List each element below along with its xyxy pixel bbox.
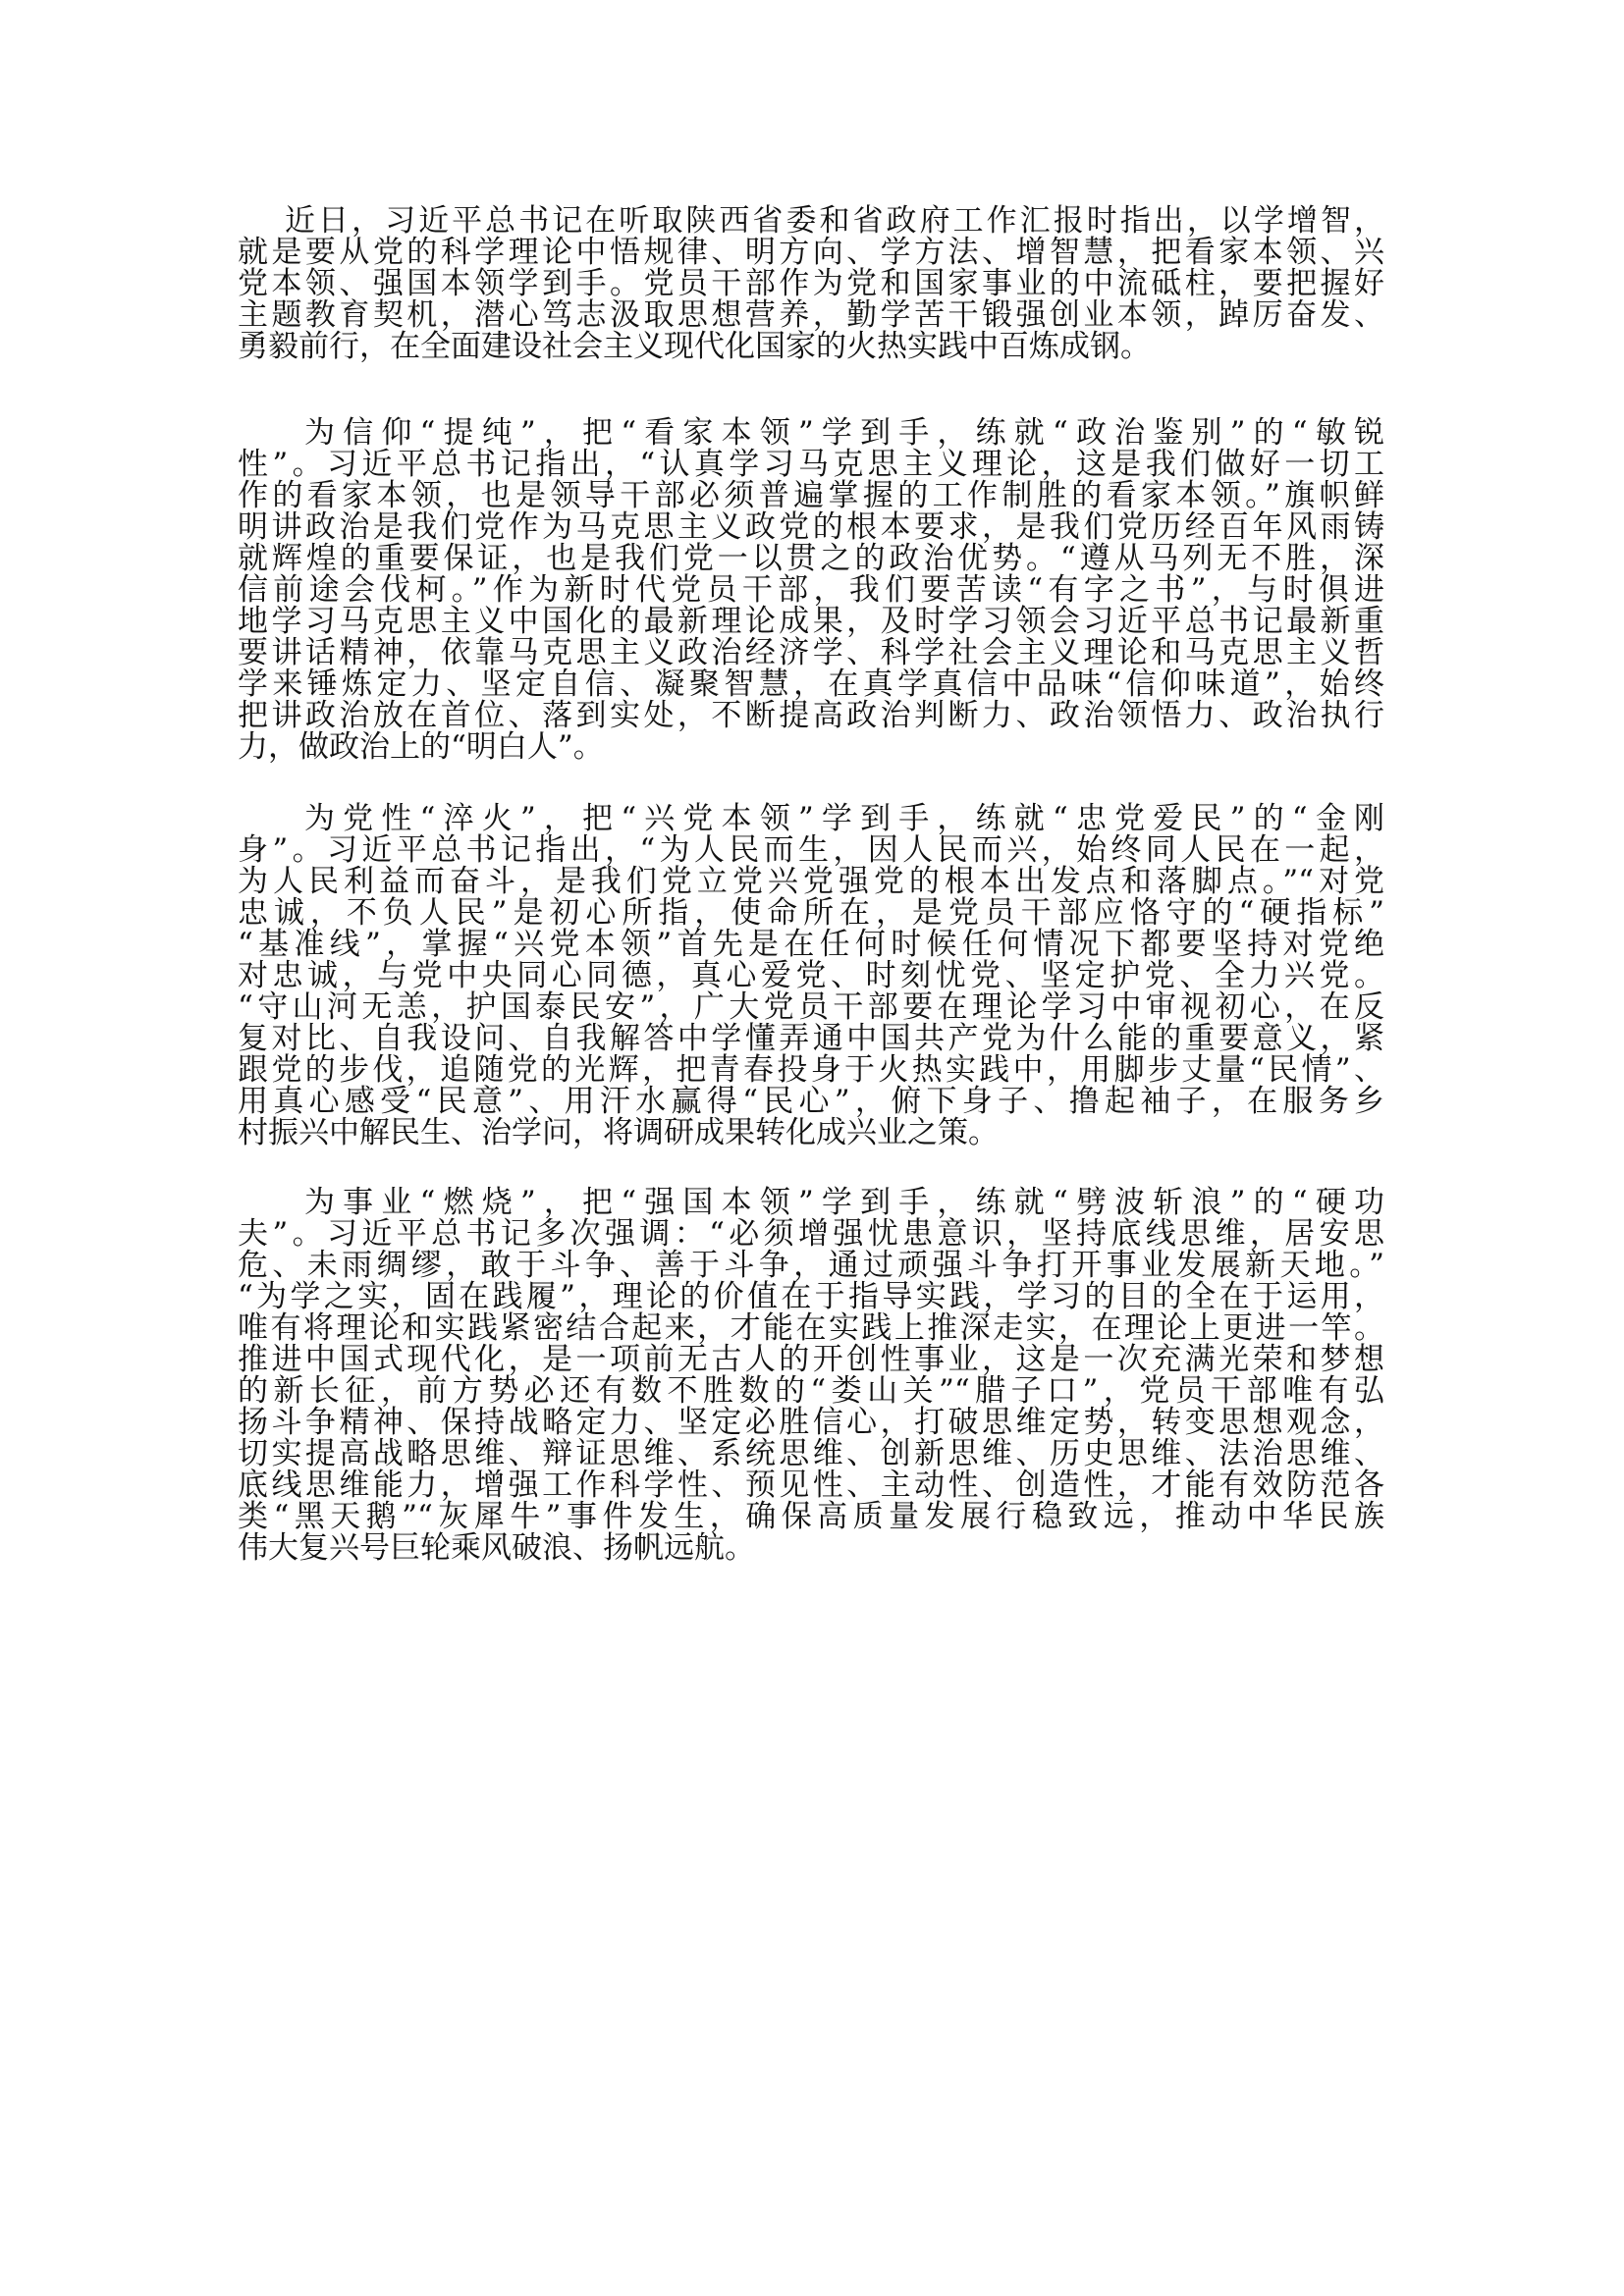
text-line: 明讲政治是我们党作为马克思主义政党的根本要求，是我们党历经百年风雨铸 xyxy=(238,509,1384,545)
text-line: 信前途会伐柯。”作为新时代党员干部，我们要苦读“有字之书”，与时俱进 xyxy=(238,572,1384,608)
text-line: 把讲政治放在首位、落到实处，不断提高政治判断力、政治领悟力、政治执行 xyxy=(238,698,1384,733)
text-line: “基准线”，掌握“兴党本领”首先是在任何时候任何情况下都要坚持对党绝 xyxy=(238,927,1384,962)
article-body xyxy=(238,205,1384,1564)
text-line: 为事业“燃烧”，把“强国本领”学到手，练就“劈波斩浪”的“硬功 xyxy=(304,1185,1384,1220)
text-line: 主题教育契机，潜心笃志汲取思想营养，勤学苦干锻强创业本领，踔厉奋发、 xyxy=(238,297,1384,333)
text-line: 学来锤炼定力、坚定自信、凝聚智慧，在真学真信中品味“信仰味道”，始终 xyxy=(238,667,1384,702)
text-line: 推进中国式现代化，是一项前无古人的开创性事业，这是一次充满光荣和梦想 xyxy=(238,1342,1384,1377)
text-line: 地学习马克思主义中国化的最新理论成果，及时学习领会习近平总书记最新重 xyxy=(238,604,1384,639)
text-line: 用真心感受“民意”、用汗水赢得“民心”，俯下身子、撸起袖子，在服务乡 xyxy=(238,1084,1384,1119)
text-line: 要讲话精神，依靠马克思主义政治经济学、科学社会主义理论和马克思主义哲 xyxy=(238,635,1384,670)
text-line: 为党性“淬火”，把“兴党本领”学到手，练就“忠党爱民”的“金刚 xyxy=(304,801,1384,836)
text-line: 的新长征，前方势必还有数不胜数的“娄山关”“腊子口”，党员干部唯有弘 xyxy=(238,1373,1384,1409)
text-line: 勇毅前行，在全面建设社会主义现代化国家的火热实践中百炼成钢。 xyxy=(238,329,1151,364)
text-line: 就是要从党的科学理论中悟规律、明方向、学方法、增智慧，把看家本领、兴 xyxy=(238,235,1384,270)
text-line: 作的看家本领，也是领导干部必须普遍掌握的工作制胜的看家本领。”旗帜鲜 xyxy=(238,478,1384,513)
text-line: 忠诚，不负人民”是初心所指，使命所在，是党员干部应恪守的“硬指标” xyxy=(238,895,1384,931)
text-line: “守山河无恙，护国泰民安”，广大党员干部要在理论学习中审视初心，在反 xyxy=(238,989,1384,1025)
text-line: 性”。习近平总书记指出，“认真学习马克思主义理论，这是我们做好一切工 xyxy=(238,447,1384,482)
text-line: 跟党的步伐，追随党的光辉，把青春投身于火热实践中，用脚步丈量“民情”、 xyxy=(238,1052,1384,1088)
intro-paragraph xyxy=(238,205,1384,362)
text-line: 对忠诚，与党中央同心同德，真心爱党、时刻忧党、坚定护党、全力兴党。 xyxy=(238,958,1384,993)
text-line: 伟大复兴号巨轮乘风破浪、扬帆远航。 xyxy=(238,1530,755,1566)
text-line: 唯有将理论和实践紧密结合起来，才能在实践上推深走实，在理论上更进一竿。 xyxy=(238,1310,1384,1346)
text-line: 危、未雨绸缪，敢于斗争、善于斗争，通过顽强斗争打开事业发展新天地。” xyxy=(238,1248,1384,1283)
text-line: 复对比、自我设问、自我解答中学懂弄通中国共产党为什么能的重要意义，紧 xyxy=(238,1021,1384,1056)
text-line: 近日，习近平总书记在听取陕西省委和省政府工作汇报时指出，以学增智， xyxy=(285,203,1384,239)
faith-paragraph xyxy=(238,417,1384,763)
text-line: 扬斗争精神、保持战略定力、坚定必胜信心，打破思维定势，转变思想观念， xyxy=(238,1405,1384,1440)
text-line: 底线思维能力，增强工作科学性、预见性、主动性、创造性，才能有效防范各 xyxy=(238,1468,1384,1503)
text-line: 类“黑天鹅”“灰犀牛”事件发生，确保高质量发展行稳致远，推动中华民族 xyxy=(238,1499,1384,1534)
text-line: 为信仰“提纯”，把“看家本领”学到手，练就“政治鉴别”的“敏锐 xyxy=(304,415,1384,451)
text-line: 为人民利益而奋斗，是我们党立党兴党强党的根本出发点和落脚点。”“对党 xyxy=(238,864,1384,899)
text-line: 村振兴中解民生、治学问，将调研成果转化成兴业之策。 xyxy=(238,1115,999,1150)
text-line: “为学之实，固在践履”，理论的价值在于指导实践，学习的目的全在于运用， xyxy=(238,1279,1384,1314)
text-line: 力，做政治上的“明白人”。 xyxy=(238,729,604,765)
text-line: 党本领、强国本领学到手。党员干部作为党和国家事业的中流砥柱，要把握好 xyxy=(238,266,1384,301)
text-line: 就辉煌的重要保证，也是我们党一以贯之的政治优势。“遵从马列无不胜，深 xyxy=(238,541,1384,576)
text-line: 身”。习近平总书记指出，“为人民而生，因人民而兴，始终同人民在一起， xyxy=(238,832,1384,868)
career-paragraph xyxy=(238,1187,1384,1564)
party-spirit-paragraph xyxy=(238,803,1384,1148)
text-line: 切实提高战略思维、辩证思维、系统思维、创新思维、历史思维、法治思维、 xyxy=(238,1436,1384,1471)
text-line: 夫”。习近平总书记多次强调：“必须增强忧患意识，坚持底线思维，居安思 xyxy=(238,1216,1384,1252)
